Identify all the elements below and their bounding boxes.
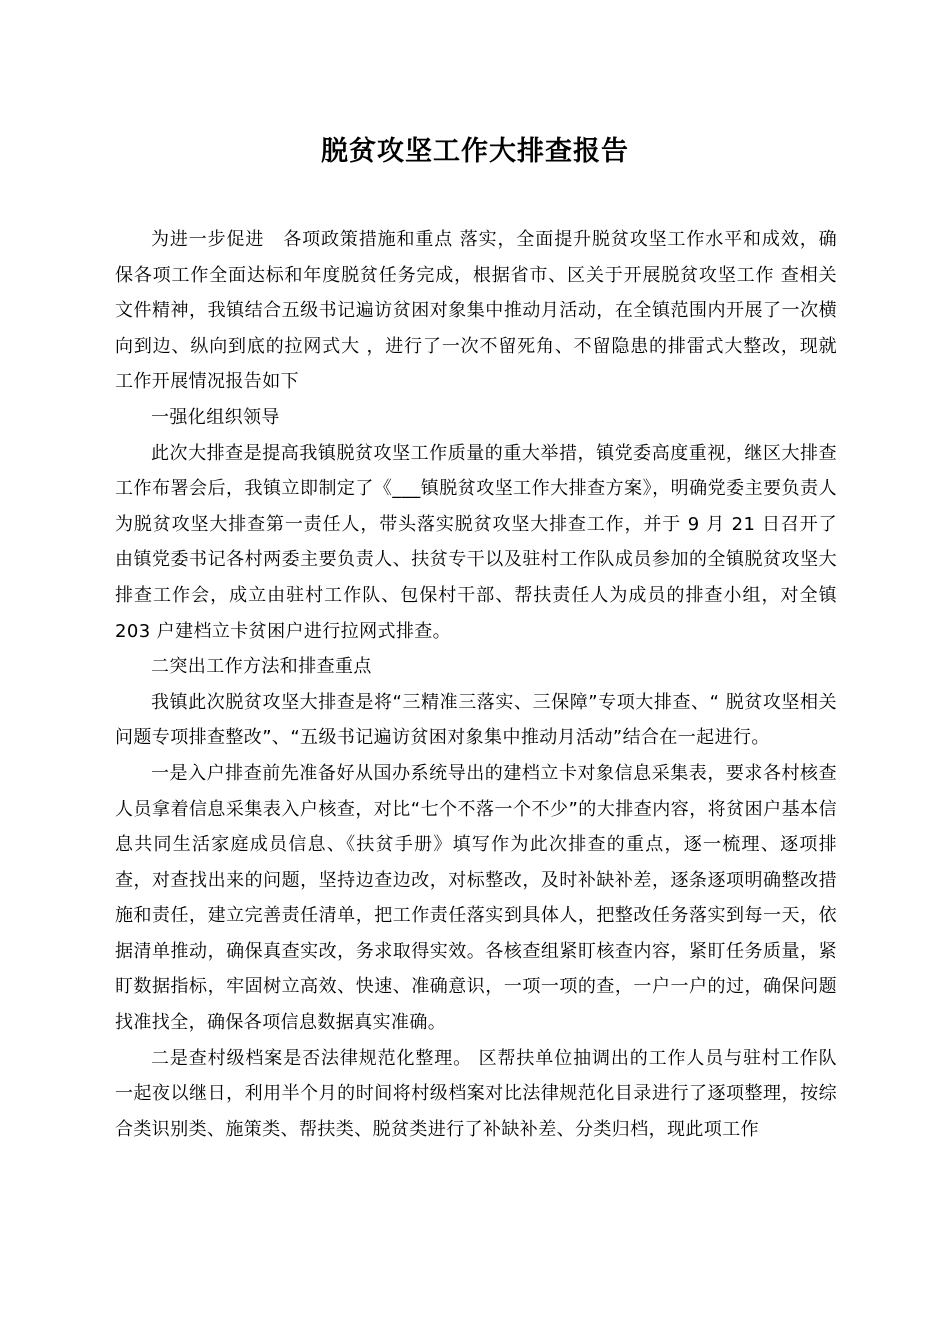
paragraph-methods: 我镇此次脱贫攻坚大排查是将“三精准三落实、三保障”专项大排查、“ 脱贫攻坚相关问题专项排查整改”、“五级书记遍访贫困对象集中推动月活动”结合在一起进行。 [115,691,837,749]
document-title: 脱贫攻坚工作大排查报告 [321,136,629,167]
paragraph-point-1: 一是入户排查前先准备好从国办系统导出的建档立卡对象信息采集表，要求各村核查人员拿着信息采集表入户核查，对比“七个不落一个不少”的大排查内容，将贫困户基本信息共同生活家庭成员信息、《扶贫手册》填写作为此次排查的重点，逐一梳理、逐项排查，对查找出来的问题，坚持边查边改，对标整改，及时补缺补差，逐条逐项明确整改措施和责任，建立完善责任清单，把工作责任落实到具体人，把整改任务落实到每一天，依据清单推动，确保真查实改，务求取得实效。各核查组紧盯核查内容，紧盯任务质量，紧盯数据指标，牢固树立高效、快速、准确意识，一项一项的查，一户一户的过，确保问题找准找全，确保各项信息数据真实准确。 [115,762,837,1034]
document-body [115,222,837,1147]
paragraph-point-2: 二是查村级档案是否法律规范化整理。 区帮扶单位抽调出的工作人员与驻村工作队一起夜以继日，利用半个月的时间将村级档案对比法律规范化目录进行了逐项整理，按综合类识别类、施策类、帮扶类、脱贫类进行了补缺补差、分类归档，现此项工作 [115,1047,837,1140]
section-heading-1: 一强化组织领导 [151,406,280,428]
paragraph-organization: 此次大排查是提高我镇脱贫攻坚工作质量的重大举措，镇党委高度重视，继区大排查工作布署会后，我镇立即制定了《___镇脱贫攻坚工作大排查方案》，明确党委主要负责人为脱贫攻坚大排查第一责任人，带头落实脱贫攻坚大排查工作，并于 9 月 21 日召开了由镇党委书记各村两委主要负责人、扶贫专干以及驻村工作队成员参加的全镇脱贫攻坚大排查工作会，成立由驻村工作队、包保村干部、帮扶责任人为成员的排查小组，对全镇 203 户建档立卡贫困户进行拉网式排查。 [115,442,837,642]
section-heading-2: 二突出工作方法和排查重点 [151,656,372,678]
paragraph-intro: 为进一步促进 各项政策措施和重点 落实，全面提升脱贫攻坚工作水平和成效，确保各项工作全面达标和年度脱贫任务完成，根据省市、区关于开展脱贫攻坚工作 查相关文件精神，我镇结合五级书记遍访贫困对象集中推动月活动，在全镇范围内开展了一次横向到边、纵向到底的拉网式大 ，进行了一次不留死角、不留隐患的排雷式大整改，现就工作开展情况报告如下 [115,229,837,393]
